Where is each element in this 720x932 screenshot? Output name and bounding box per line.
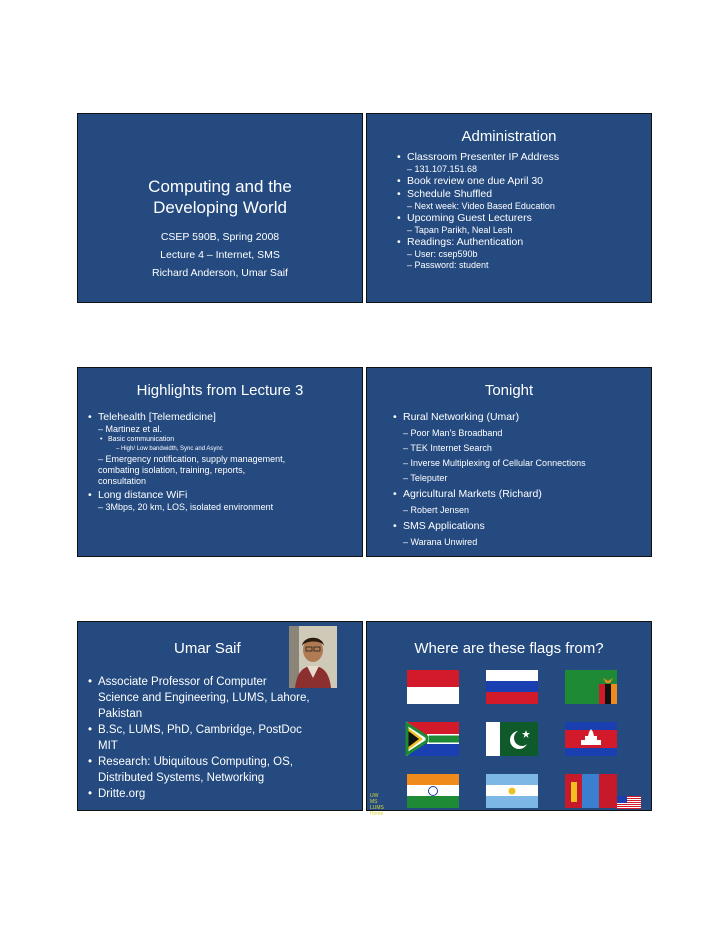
lecture-name: Lecture 4 – Internet, SMS: [160, 249, 280, 261]
nav-link-ms[interactable]: MS: [370, 799, 378, 805]
slide-title: Tonight: [484, 382, 534, 399]
flag-south-africa: [407, 722, 459, 756]
bullet: • Dritte.org: [88, 786, 310, 802]
flag-cambodia: [565, 722, 617, 756]
bullet: • Associate Professor of Computer Science and Engineering, LUMS, Lahore, Pakistan: [88, 674, 310, 722]
flag-mongolia: [565, 774, 617, 808]
bullet: • Research: Ubiquitous Computing, OS, Distributed Systems, Networking: [88, 754, 310, 786]
sub-bullet: – Next week: Video Based Education: [407, 201, 555, 211]
sub-bullet-cont: consultation: [98, 476, 147, 486]
sub-bullet-cont: combating isolation, training, reports,: [98, 465, 246, 475]
nav-link-uw[interactable]: UW: [370, 793, 379, 799]
sub-sub-sub-bullet: – High/ Low bandwidth, Sync and Async: [116, 446, 223, 452]
bullet: • Readings: Authentication: [397, 236, 651, 249]
sub-bullet: – TEK Internet Search: [403, 443, 492, 453]
flag-india: [407, 774, 459, 808]
bullet: • Schedule Shuffled: [397, 188, 651, 201]
authors: Richard Anderson, Umar Saif: [152, 267, 288, 279]
deck-title-line1: Computing and the: [148, 177, 292, 196]
sub-bullet: – Teleputer: [403, 473, 448, 483]
sub-bullet: – 3Mbps, 20 km, LOS, isolated environment: [98, 502, 274, 512]
flag-russia: [486, 670, 538, 704]
slide-administration: [366, 113, 652, 303]
sub-bullet: – Martinez et al.: [98, 424, 163, 434]
bullet: • Telehealth [Telemedicine]: [88, 411, 362, 424]
nav-links: [370, 793, 384, 817]
nav-link-lums[interactable]: LUMS: [370, 805, 384, 811]
bullet: • Rural Networking (Umar): [393, 411, 651, 424]
nav-link-home[interactable]: Home: [370, 811, 384, 817]
sub-bullet: – Inverse Multiplexing of Cellular Connections: [403, 458, 586, 468]
sub-bullet: – Password: student: [407, 260, 489, 270]
course-name: CSEP 590B, Spring 2008: [160, 231, 280, 243]
bullet: • Upcoming Guest Lecturers: [397, 212, 651, 225]
slide-title: Highlights from Lecture 3: [136, 382, 304, 399]
flag-zambia: [565, 670, 617, 704]
bullet: • B.Sc, LUMS, PhD, Cambridge, PostDoc MIT: [88, 722, 310, 754]
deck-title-line2: Developing World: [153, 198, 287, 217]
sub-bullet: – Poor Man’s Broadband: [403, 428, 503, 438]
bullet: • Long distance WiFi: [88, 489, 362, 502]
slide-title: Administration: [461, 128, 557, 145]
sub-bullet: – Emergency notification, supply management,: [98, 454, 286, 464]
flag-indonesia: [407, 670, 459, 704]
flag-argentina: [486, 774, 538, 808]
bullet: • Book review one due April 30: [397, 175, 651, 188]
slide-title: [77, 113, 363, 303]
slide-flags: [366, 621, 652, 817]
bullet: • SMS Applications: [393, 520, 651, 533]
sub-bullet: – Tapan Parikh, Neal Lesh: [407, 225, 513, 235]
slide-title: Umar Saif: [174, 640, 241, 657]
slide-title: Where are these flags from?: [414, 640, 604, 657]
flag-pakistan: [486, 722, 538, 756]
sub-bullet: – 131.107.151.68: [407, 164, 478, 174]
slide-tonight: [366, 367, 652, 557]
sub-bullet: – User: csep590b: [407, 249, 478, 259]
slide-umar-saif: [77, 621, 363, 811]
slide-highlights: [77, 367, 363, 557]
sub-bullet: – Warana Unwired: [403, 537, 478, 547]
bullet: • Classroom Presenter IP Address: [397, 151, 651, 164]
sub-sub-bullet: • Basic communication: [88, 435, 362, 445]
bullet: • Agricultural Markets (Richard): [393, 488, 651, 501]
sub-bullet: – Robert Jensen: [403, 505, 470, 515]
flag-usa: [617, 796, 641, 809]
